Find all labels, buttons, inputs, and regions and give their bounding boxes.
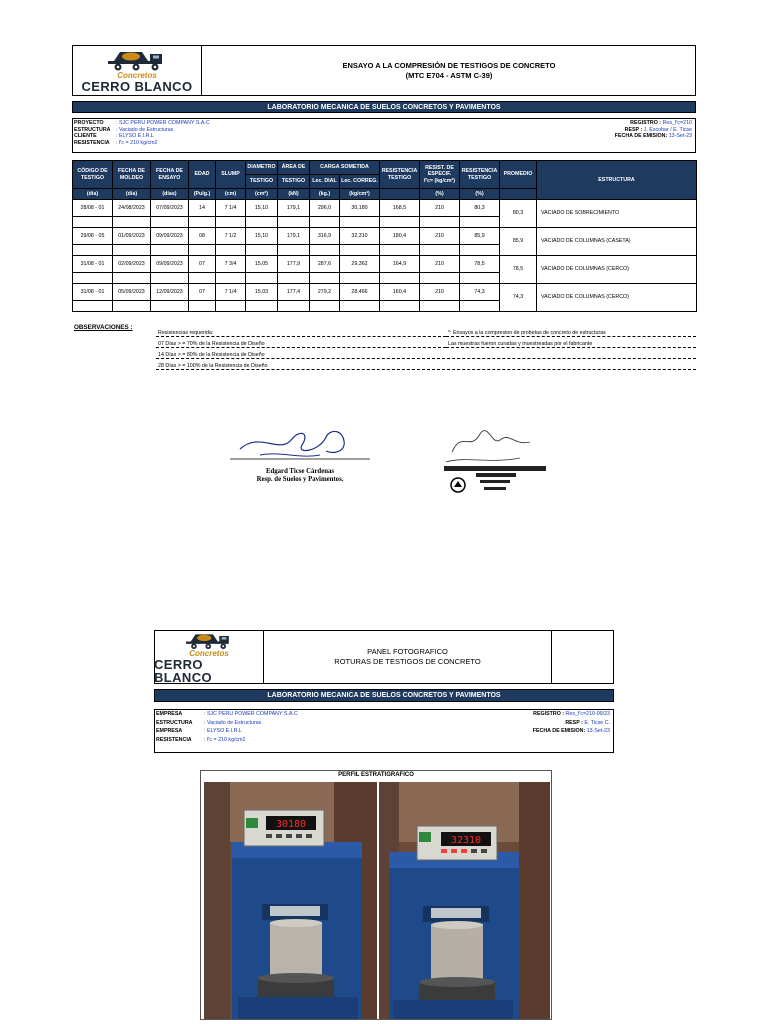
cell-espec: 210 — [420, 256, 460, 273]
unit-cell: (kg.) — [310, 189, 340, 200]
th-testigo-1: TESTIGO — [246, 175, 278, 189]
empty-cell — [151, 301, 189, 312]
cell-diam: 15,10 — [246, 228, 278, 245]
cell-codigo: 28/08 - 01 — [73, 200, 113, 217]
info-resp: RESP : J. Escobar / E. Ticse — [624, 126, 692, 133]
signature-role: Resp. de Suelos y Pavimentos. — [256, 476, 344, 483]
empty-cell — [380, 245, 420, 256]
signature-name: Edgard Ticse Cárdenas — [265, 468, 335, 475]
cell-slump: 7 3/4 — [216, 256, 246, 273]
cell-moldeo: 24/08/2023 — [113, 200, 151, 217]
empty-cell — [73, 273, 113, 284]
empty-cell — [246, 301, 278, 312]
th-slump: SLUMP — [216, 161, 246, 189]
unit-cell: (día) — [113, 189, 151, 200]
report-title-line-1: ENSAYO A LA COMPRESIÓN DE TESTIGOS DE CONCRETO — [342, 60, 556, 70]
cell-moldeo: 01/09/2023 — [113, 228, 151, 245]
empty-cell — [460, 301, 500, 312]
empty-cell — [189, 245, 216, 256]
table-row — [73, 284, 697, 301]
info-proyecto: PROYECTO : SJC PERU POWER COMPANY S.A.C — [74, 120, 210, 126]
panel-blank-cell — [551, 630, 614, 684]
empty-cell — [246, 217, 278, 228]
unit-cell: (kN) — [278, 189, 310, 200]
empty-cell — [216, 273, 246, 284]
empty-cell — [73, 217, 113, 228]
cell-edad: 07 — [189, 284, 216, 301]
cell-ensayo: 07/09/2023 — [151, 200, 189, 217]
empty-cell — [246, 245, 278, 256]
empty-cell — [189, 273, 216, 284]
cell-dial: 287,6 — [310, 256, 340, 273]
cell-codigo: 31/08 - 01 — [73, 256, 113, 273]
cell-diam: 15,03 — [246, 284, 278, 301]
info-fecha-emision: FECHA DE EMISION: 13-Set-23 — [614, 133, 692, 140]
photo-compression-test-1 — [204, 782, 377, 1019]
cell-dial: 316,9 — [310, 228, 340, 245]
obs-text: 14 Días > = 80% de la Resistencia de Diseño — [158, 351, 265, 358]
cell-area: 177,9 — [278, 256, 310, 273]
th-resist-espec-sub: f'c= (kg/cm²) — [423, 177, 456, 184]
empty-cell — [189, 217, 216, 228]
empty-cell — [216, 217, 246, 228]
empty-cell — [420, 217, 460, 228]
empty-cell — [278, 273, 310, 284]
panel-title — [264, 630, 551, 684]
empty-cell — [113, 217, 151, 228]
panel-info-fecha: FECHA DE EMISION: 13-Set-23 — [532, 728, 610, 734]
th-testigo-2: TESTIGO — [278, 175, 310, 189]
cell-slump: 7 1/4 — [216, 200, 246, 217]
obs-text: 07 Días > = 70% de la Resistencia de Diseño — [158, 340, 265, 347]
info-resistencia: RESISTENCIA : f'c = 210 kg/cm2 — [74, 139, 158, 146]
obs-text: Resistencias requerida: — [158, 329, 214, 336]
th-lec-correg: Lec. CORREG. — [340, 175, 380, 189]
result-rows — [73, 200, 697, 312]
panel-info-empresa-2: EMPRESA : ELYSO E.I.R.L — [156, 728, 242, 734]
cell-res: 180,4 — [380, 228, 420, 245]
th-promedio: PROMEDIO — [500, 161, 537, 189]
cell-correg: 30,180 — [340, 200, 380, 217]
obs-text: *: Ensayos a la compresion de probetas de concreto de estructuras — [448, 329, 606, 336]
unit-cell — [500, 189, 537, 200]
photo-frame — [200, 770, 552, 1020]
unit-cell: (%) — [460, 189, 500, 200]
signature-right — [440, 422, 550, 503]
engineer-stamp-signature — [440, 422, 550, 498]
panel-title-line-1: PANEL FOTOGRAFICO — [367, 647, 448, 656]
cell-pct: 85,9 — [460, 228, 500, 245]
cell-estructura: VACIADO DE SOBRECIMIENTO — [537, 200, 697, 228]
cell-codigo: 29/08 - 05 — [73, 228, 113, 245]
empty-cell — [151, 245, 189, 256]
report-lab-bar: LABORATORIO MECANICA DE SUELOS CONCRETOS Y PAVIMENTOS — [72, 101, 696, 113]
table-row — [73, 228, 697, 245]
report-title-line-2: (MTC E704 - ASTM C-39) — [405, 70, 493, 80]
logo-name: CERRO BLANCO — [154, 657, 213, 685]
th-estructura: ESTRUCTURA — [537, 161, 697, 200]
panel-info-resistencia: RESISTENCIA : f'c = 210 kg/cm2 — [156, 736, 246, 743]
cell-pct: 74,3 — [460, 284, 500, 301]
panel-info-registro: REGISTRO : Res_f'c=210-09/23 — [533, 711, 610, 717]
photo-title: PERFIL ESTRATIGRAFICO — [338, 772, 414, 778]
cell-promedio: 85,9 — [500, 228, 537, 256]
empty-cell — [246, 273, 278, 284]
info-estructura: ESTRUCTURA : Vaciado de Estructuras — [74, 126, 174, 133]
cell-correg: 32,310 — [340, 228, 380, 245]
empty-cell — [420, 245, 460, 256]
signature-left — [230, 425, 370, 484]
cell-edad: 08 — [189, 228, 216, 245]
cell-res: 164,9 — [380, 256, 420, 273]
th-diametro: DIAMETRO — [246, 161, 278, 175]
empty-cell — [380, 217, 420, 228]
panel-cerro-blanco-logo — [154, 632, 264, 684]
empty-cell — [380, 301, 420, 312]
empty-cell — [278, 245, 310, 256]
empty-cell — [460, 245, 500, 256]
photo-compression-test-2 — [379, 782, 550, 1019]
empty-cell — [310, 301, 340, 312]
cerro-blanco-logo — [72, 46, 202, 96]
cell-diam: 15,05 — [246, 256, 278, 273]
empty-cell — [460, 273, 500, 284]
empty-cell — [151, 217, 189, 228]
cell-codigo: 31/08 - 01 — [73, 284, 113, 301]
cell-espec: 210 — [420, 200, 460, 217]
obs-text: Las muestras fueron curadas y muestreadas por el fabricante — [448, 340, 593, 347]
cell-area: 179,1 — [278, 200, 310, 217]
display-readout-1: 30180 — [275, 819, 307, 830]
logo-name: CERRO BLANCO — [81, 79, 193, 94]
empty-cell — [340, 217, 380, 228]
cell-ensayo: 09/09/2023 — [151, 228, 189, 245]
panel-lab-bar: LABORATORIO MECANICA DE SUELOS CONCRETOS Y PAVIMENTOS — [154, 689, 614, 702]
cell-area: 179,1 — [278, 228, 310, 245]
info-registro: REGISTRO : Res_f'c=210 — [630, 120, 692, 126]
unit-cell: (días) — [151, 189, 189, 200]
empty-cell — [310, 245, 340, 256]
cell-moldeo: 02/09/2023 — [113, 256, 151, 273]
cell-estructura: VACIADO DE COLUMNAS (CASETA) — [537, 228, 697, 256]
logo-subtitle: Concretos — [117, 71, 157, 80]
cell-res: 160,4 — [380, 284, 420, 301]
empty-cell — [73, 245, 113, 256]
panel-info-resp: RESP : E. Ticse C. — [565, 719, 610, 726]
table-row — [73, 200, 697, 217]
unit-cell: (cm²) — [246, 189, 278, 200]
cell-promedio: 80,3 — [500, 200, 537, 228]
th-resistencia-pct: RESISTENCIA TESTIGO — [460, 161, 500, 189]
results-table — [72, 160, 697, 312]
unit-cell — [380, 189, 420, 200]
cell-area: 177,4 — [278, 284, 310, 301]
cell-estructura: VACIADO DE COLUMNAS (CERCO) — [537, 256, 697, 284]
obs-line — [156, 359, 696, 370]
obs-line — [446, 337, 696, 348]
empty-cell — [73, 301, 113, 312]
th-lec-dial: Lec. DIAL — [310, 175, 340, 189]
cell-estructura: VACIADO DE COLUMNAS (CERCO) — [537, 284, 697, 312]
cell-diam: 15,10 — [246, 200, 278, 217]
cell-edad: 07 — [189, 256, 216, 273]
cell-correg: 28,466 — [340, 284, 380, 301]
panel-title-line-2: ROTURAS DE TESTIGOS DE CONCRETO — [334, 657, 481, 666]
empty-cell — [113, 301, 151, 312]
empty-cell — [310, 217, 340, 228]
unit-cell: (día) — [73, 189, 113, 200]
th-moldeo: FECHA DE MOLDEO — [113, 161, 151, 189]
obs-line — [446, 326, 696, 337]
unit-cell: (%) — [420, 189, 460, 200]
cell-promedio: 78,5 — [500, 256, 537, 284]
empty-cell — [460, 217, 500, 228]
info-cliente: CLIENTE : ELYSO E.I.R.L — [74, 133, 154, 140]
unit-cell: (kg/cm²) — [340, 189, 380, 200]
empty-cell — [216, 301, 246, 312]
empty-cell — [340, 245, 380, 256]
cell-pct: 80,3 — [460, 200, 500, 217]
empty-cell — [151, 273, 189, 284]
cell-espec: 210 — [420, 228, 460, 245]
display-readout-2: 32310 — [450, 835, 482, 846]
obs-line — [156, 326, 446, 337]
empty-cell — [113, 273, 151, 284]
unit-cell: (cm) — [216, 189, 246, 200]
panel-info-empresa: EMPRESA : SJC PERU POWER COMPANY S.A.C — [156, 711, 298, 717]
th-ensayo: FECHA DE ENSAYO — [151, 161, 189, 189]
handwritten-signature — [230, 425, 370, 463]
empty-cell — [380, 273, 420, 284]
observaciones-label: OBSERVACIONES : — [74, 324, 133, 331]
cell-dial: 279,2 — [310, 284, 340, 301]
empty-cell — [420, 301, 460, 312]
cell-ensayo: 09/09/2023 — [151, 256, 189, 273]
empty-cell — [340, 273, 380, 284]
cell-slump: 7 1/2 — [216, 228, 246, 245]
empty-cell — [113, 245, 151, 256]
unit-cell: (Pulg.) — [189, 189, 216, 200]
cell-slump: 7 1/4 — [216, 284, 246, 301]
cell-promedio: 74,3 — [500, 284, 537, 312]
cell-edad: 14 — [189, 200, 216, 217]
cell-ensayo: 12/09/2023 — [151, 284, 189, 301]
empty-cell — [310, 273, 340, 284]
empty-cell — [278, 217, 310, 228]
empty-cell — [216, 245, 246, 256]
th-edad: EDAD — [189, 161, 216, 189]
cell-moldeo: 05/09/2023 — [113, 284, 151, 301]
th-area: ÁREA DE — [278, 161, 310, 175]
panel-info-estructura: ESTRUCTURA : Vaciado de Estructuras — [156, 719, 262, 726]
empty-cell — [340, 301, 380, 312]
th-resistencia: RESISTENCIA TESTIGO — [380, 161, 420, 189]
logo-subtitle: Concretos — [189, 649, 229, 658]
table-row — [73, 256, 697, 273]
cell-res: 168,5 — [380, 200, 420, 217]
report-title — [202, 45, 696, 96]
cell-espec: 210 — [420, 284, 460, 301]
empty-cell — [420, 273, 460, 284]
th-carga: CARGA SOMETIDA — [310, 161, 380, 175]
cell-pct: 78,5 — [460, 256, 500, 273]
obs-line — [156, 337, 446, 348]
obs-line — [156, 348, 696, 359]
th-resist-espec-label: RESIST. DE ESPECIF. — [425, 164, 454, 178]
cell-correg: 29,362 — [340, 256, 380, 273]
th-codigo: CÓDIGO DE TESTIGO — [73, 161, 113, 189]
mixer-truck-icon — [106, 49, 168, 73]
empty-cell — [189, 301, 216, 312]
th-resist-espec — [420, 161, 460, 189]
obs-text: 28 Días > = 100% de la Resistencia de Diseño — [158, 362, 268, 369]
empty-cell — [278, 301, 310, 312]
cell-dial: 296,0 — [310, 200, 340, 217]
